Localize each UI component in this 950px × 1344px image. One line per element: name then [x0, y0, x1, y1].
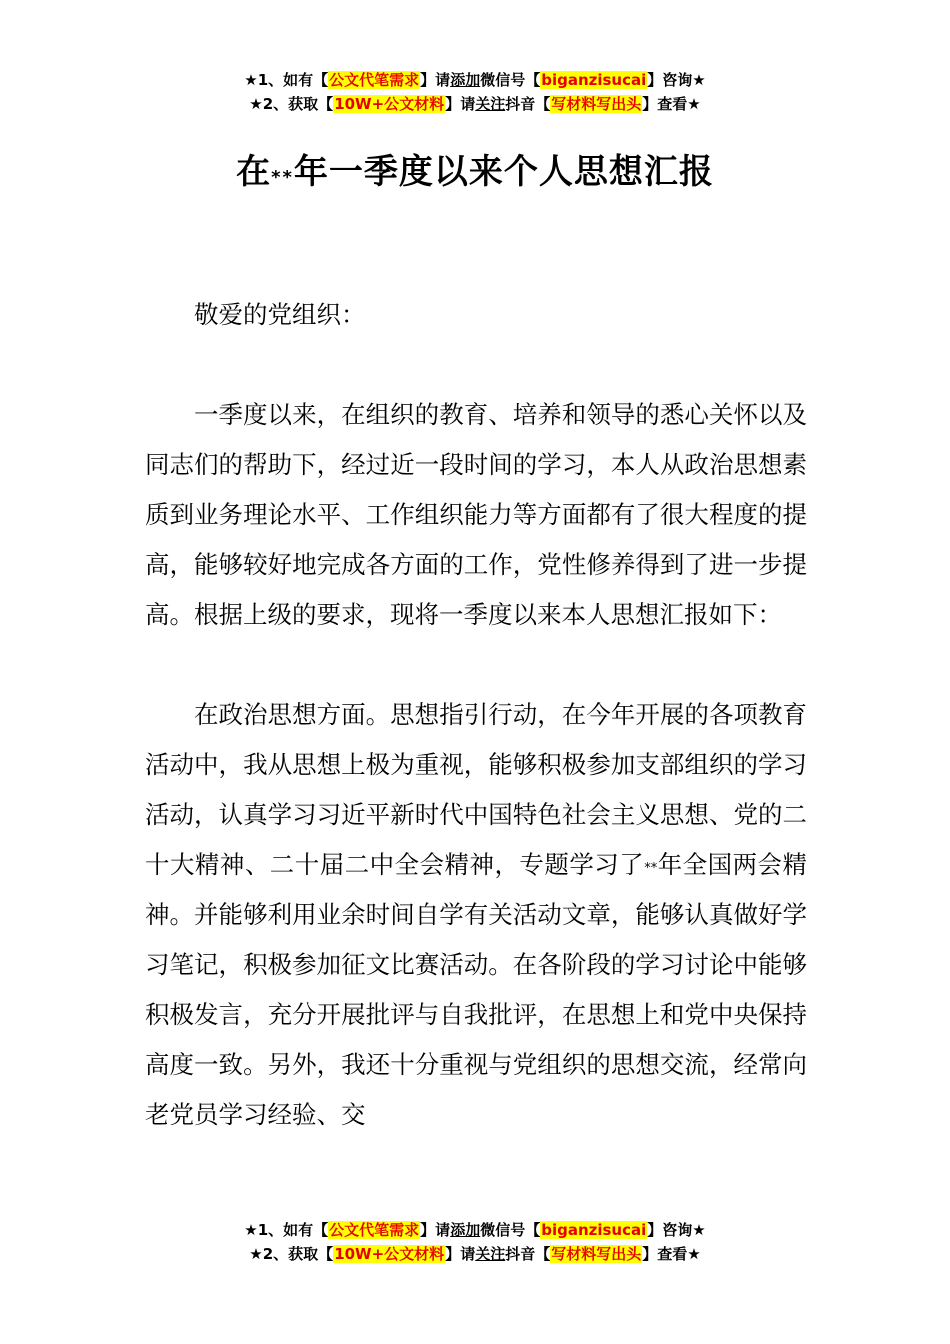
highlight-douyin: 写材料写出头	[551, 1245, 642, 1263]
underline-add: 添加	[450, 71, 481, 89]
highlight-service: 公文代笔需求	[329, 1221, 420, 1239]
highlight-douyin: 写材料写出头	[551, 95, 642, 113]
header-banner	[0, 68, 950, 116]
highlight-materials: 10W+公文材料	[334, 95, 445, 113]
underline-add: 添加	[450, 1221, 481, 1239]
paragraph-gap	[145, 640, 807, 690]
paragraph-gap	[145, 340, 807, 390]
highlight-wechat-id: biganzisucai	[541, 1221, 647, 1239]
paragraph-stars: **	[644, 861, 658, 876]
banner-line-1: ★1、如有【公文代笔需求】请添加微信号【biganzisucai】咨询★	[244, 1221, 706, 1239]
salutation: 敬爱的党组织：	[194, 300, 366, 329]
document-body	[145, 290, 807, 1140]
document-title: 在**年一季度以来个人思想汇报	[236, 152, 714, 192]
underline-follow: 关注	[475, 95, 506, 113]
banner-line-1: ★1、如有【公文代笔需求】请添加微信号【biganzisucai】咨询★	[244, 71, 706, 89]
highlight-service: 公文代笔需求	[329, 71, 420, 89]
paragraph-2: 在政治思想方面。思想指引行动，在今年开展的各项教育活动中，我从思想上极为重视，能够积极参加支部组织的学习活动，认真学习习近平新时代中国特色社会主义思想、党的二十大精神、二十届二中全会精神，专题学习了**年全国两会精神。并能够利用业余时间自学有关活动文章，能够认真做好学习笔记，积极参加征文比赛活动。在各阶段的学习讨论中能够积极发言，充分开展批评与自我批评，在思想上和党中央保持高度一致。另外，我还十分重视与党组织的思想交流，经常向老党员学习经验、交	[145, 700, 808, 1129]
banner-line-2: ★2、获取【10W+公文材料】请关注抖音【写材料写出头】查看★	[249, 95, 701, 113]
footer-banner	[0, 1218, 950, 1266]
paragraph-1: 一季度以来，在组织的教育、培养和领导的悉心关怀以及同志们的帮助下，经过近一段时间的学习，本人从政治思想素质到业务理论水平、工作组织能力等方面都有了很大程度的提高，能够较好地完成各方面的工作，党性修养得到了进一步提高。根据上级的要求，现将一季度以来本人思想汇报如下：	[145, 400, 807, 629]
highlight-wechat-id: biganzisucai	[541, 71, 647, 89]
banner-line-2: ★2、获取【10W+公文材料】请关注抖音【写材料写出头】查看★	[249, 1245, 701, 1263]
underline-follow: 关注	[475, 1245, 506, 1263]
highlight-materials: 10W+公文材料	[334, 1245, 445, 1263]
title-stars: **	[271, 167, 294, 188]
